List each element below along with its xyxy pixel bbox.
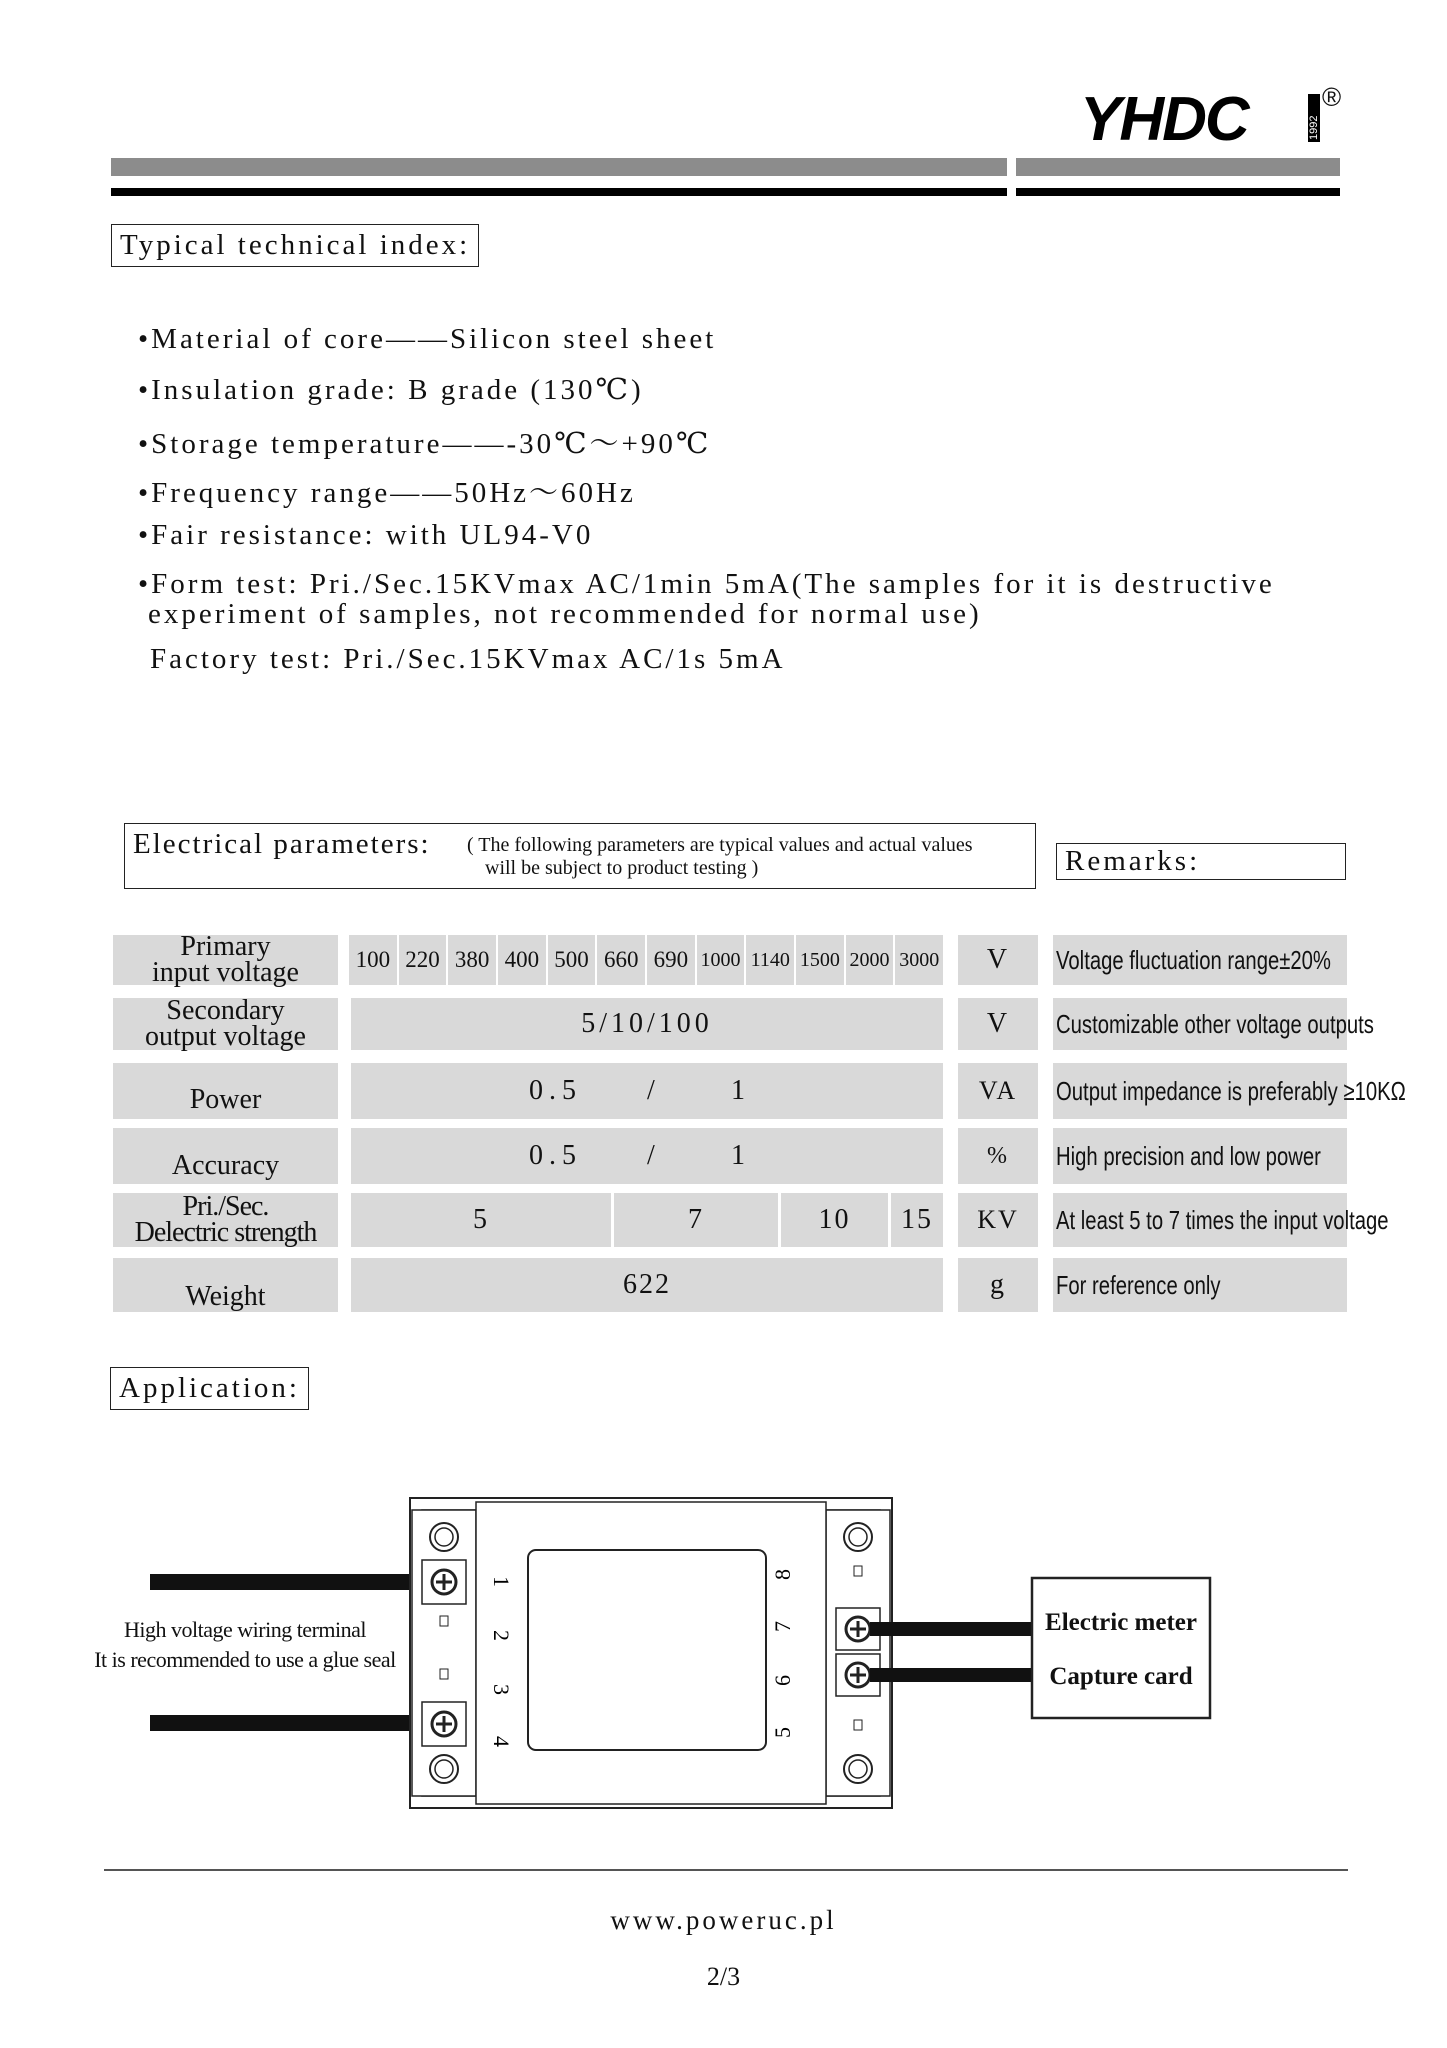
row-primary-unit: V bbox=[958, 935, 1038, 985]
spec-frequency-range: •Frequency range——50Hz～60Hz bbox=[138, 477, 636, 509]
row-primary-label-line1: Primary bbox=[180, 931, 271, 962]
primary-voltage-cell: 1140 bbox=[746, 935, 794, 985]
remarks-title: Remarks: bbox=[1056, 843, 1346, 880]
electrical-note-line1: ( The following parameters are typical values and actual values bbox=[467, 834, 973, 856]
application-wiring-diagram bbox=[70, 1480, 1310, 1820]
electrical-title-box bbox=[124, 823, 1036, 889]
row-dielectric-remark: At least 5 to 7 times the input voltage bbox=[1053, 1193, 1347, 1247]
row-power-label: Power bbox=[113, 1063, 338, 1119]
primary-voltage-cell: 2000 bbox=[846, 935, 894, 985]
application-title: Application: bbox=[110, 1367, 309, 1410]
logo-year: 1992 bbox=[1308, 115, 1320, 140]
dielectric-value-cell: 7 bbox=[614, 1193, 778, 1247]
pin-8-label: 8 bbox=[770, 1569, 795, 1580]
high-voltage-label: High voltage wiring terminal bbox=[124, 1617, 366, 1642]
primary-voltage-cell: 380 bbox=[448, 935, 496, 985]
row-power-unit: VA bbox=[958, 1063, 1038, 1119]
row-primary-remark: Voltage fluctuation range±20% bbox=[1053, 935, 1347, 985]
capture-card-label: Capture card bbox=[1049, 1663, 1193, 1690]
power-value-sep: / bbox=[647, 1075, 657, 1106]
row-primary-label-line2: input voltage bbox=[152, 957, 299, 988]
primary-voltage-cell: 500 bbox=[548, 935, 596, 985]
spec-factory-test: Factory test: Pri./Sec.15KVmax AC/1s 5mA bbox=[150, 643, 786, 675]
row-dielectric-values bbox=[351, 1193, 943, 1247]
row-secondary-label bbox=[113, 995, 338, 1052]
spec-form-test: •Form test: Pri./Sec.15KVmax AC/1min 5mA(The samples for it is destructive bbox=[138, 568, 1275, 600]
row-power-value bbox=[351, 1063, 943, 1119]
primary-voltage-cell: 1000 bbox=[697, 935, 745, 985]
row-accuracy-remark: High precision and low power bbox=[1053, 1128, 1347, 1184]
accuracy-value-sep: / bbox=[647, 1140, 657, 1171]
power-value-a: 0.5 bbox=[529, 1075, 582, 1106]
row-weight-unit: g bbox=[958, 1258, 1038, 1312]
primary-voltage-cell: 220 bbox=[399, 935, 447, 985]
pin-5-label: 5 bbox=[770, 1727, 795, 1738]
pin-4-label: 4 bbox=[489, 1736, 514, 1747]
electric-meter-label: Electric meter bbox=[1045, 1609, 1197, 1636]
spec-form-test-cont: experiment of samples, not recommended for normal use) bbox=[148, 598, 982, 630]
spec-fire-resistance: •Fair resistance: with UL94-V0 bbox=[138, 519, 594, 551]
dielectric-value-cell: 10 bbox=[781, 1193, 888, 1247]
row-dielectric-unit: KV bbox=[958, 1193, 1038, 1247]
logo-text: YHDC bbox=[1080, 88, 1248, 148]
row-dielectric-label-line1: Pri./Sec. bbox=[182, 1191, 269, 1222]
pin-1-label: 1 bbox=[489, 1576, 514, 1587]
header-bar-black-left bbox=[111, 188, 1007, 196]
registered-mark: ® bbox=[1322, 82, 1342, 112]
primary-voltage-cell: 3000 bbox=[895, 935, 943, 985]
row-accuracy-unit: % bbox=[958, 1128, 1038, 1184]
row-dielectric-label bbox=[113, 1193, 338, 1247]
primary-voltage-cell: 100 bbox=[349, 935, 397, 985]
technical-title: Typical technical index: bbox=[111, 224, 479, 267]
row-weight-value: 622 bbox=[351, 1258, 943, 1312]
spec-storage-temperature: •Storage temperature——-30℃～+90℃ bbox=[138, 428, 712, 460]
row-secondary-unit: V bbox=[958, 998, 1038, 1050]
header-bar-black-right bbox=[1016, 188, 1340, 196]
pin-3-label: 3 bbox=[489, 1684, 514, 1695]
accuracy-value-b: 1 bbox=[731, 1140, 747, 1171]
footer-url[interactable]: www.poweruc.pl bbox=[610, 1905, 837, 1935]
row-secondary-value: 5/10/100 bbox=[351, 998, 943, 1050]
accuracy-value-a: 0.5 bbox=[529, 1140, 582, 1171]
header-bar-gray-left bbox=[111, 158, 1007, 176]
row-secondary-remark: Customizable other voltage outputs bbox=[1053, 998, 1347, 1050]
primary-voltage-cell: 400 bbox=[498, 935, 546, 985]
primary-voltage-cell: 690 bbox=[647, 935, 695, 985]
row-power-remark: Output impedance is preferably ≥10KΩ bbox=[1053, 1063, 1347, 1119]
pin-7-label: 7 bbox=[770, 1621, 795, 1632]
row-primary-values bbox=[349, 935, 943, 985]
row-accuracy-label: Accuracy bbox=[113, 1128, 338, 1184]
glue-seal-label: It is recommended to use a glue seal bbox=[94, 1647, 396, 1672]
header-bar-gray-right bbox=[1016, 158, 1340, 176]
electrical-note-line2: will be subject to product testing ) bbox=[485, 857, 759, 879]
spec-core-material: •Material of core——Silicon steel sheet bbox=[138, 323, 717, 355]
pin-6-label: 6 bbox=[770, 1675, 795, 1686]
primary-voltage-cell: 660 bbox=[597, 935, 645, 985]
row-primary-label bbox=[113, 931, 338, 988]
power-value-b: 1 bbox=[731, 1075, 747, 1106]
row-weight-label: Weight bbox=[113, 1258, 338, 1312]
pin-2-label: 2 bbox=[489, 1630, 514, 1641]
spec-insulation-grade: •Insulation grade: B grade (130℃) bbox=[138, 374, 644, 406]
row-weight-remark: For reference only bbox=[1053, 1258, 1347, 1312]
row-dielectric-label-line2: Delectric strength bbox=[134, 1217, 317, 1248]
yhdc-logo bbox=[1080, 88, 1320, 148]
page-number: 2/3 bbox=[706, 1962, 741, 1991]
row-secondary-label-line2: output voltage bbox=[145, 1021, 306, 1052]
footer-divider bbox=[104, 1869, 1348, 1871]
electrical-title: Electrical parameters: bbox=[133, 828, 431, 860]
primary-voltage-cell: 1500 bbox=[796, 935, 844, 985]
row-accuracy-value bbox=[351, 1128, 943, 1184]
dielectric-value-cell: 5 bbox=[351, 1193, 611, 1247]
row-secondary-label-line1: Secondary bbox=[166, 995, 285, 1026]
dielectric-value-cell: 15 bbox=[891, 1193, 943, 1247]
